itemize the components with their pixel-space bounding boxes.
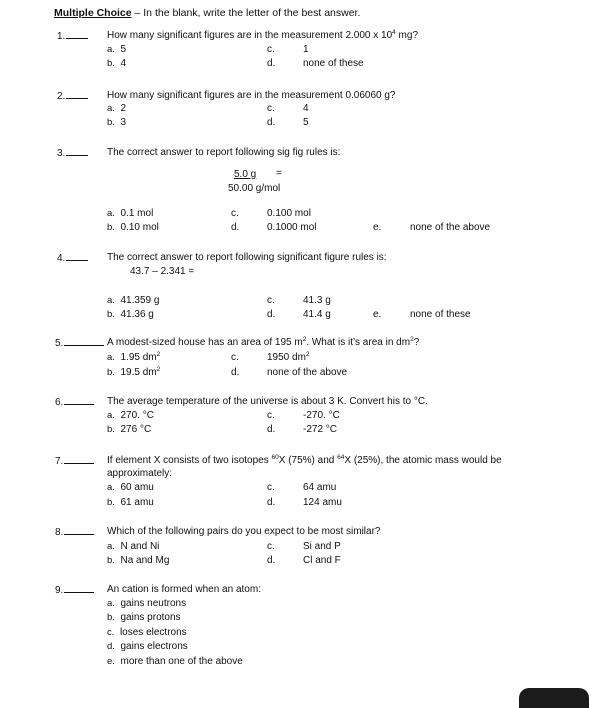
option-a: a. gains neutrons bbox=[107, 598, 187, 609]
corner-tab bbox=[519, 688, 589, 708]
question-number: 6. bbox=[55, 395, 94, 408]
option-d-label: d. bbox=[231, 222, 240, 233]
question-stem: An cation is formed when an atom: bbox=[107, 584, 261, 595]
answer-blank[interactable] bbox=[64, 525, 94, 535]
option-d: none of the above bbox=[267, 367, 348, 378]
option-c: -270. °C bbox=[303, 410, 340, 421]
instructions-header bbox=[54, 7, 360, 19]
answer-blank[interactable] bbox=[66, 89, 88, 99]
option-b: b. 41.36 g bbox=[107, 309, 154, 320]
option-c-label: c. bbox=[231, 352, 239, 363]
instructions-text: – In the blank, write the letter of the best answer. bbox=[131, 7, 361, 19]
question-stem: The correct answer to report following significant figure rules is: bbox=[107, 252, 387, 263]
option-c: 1950 $dm^2$ bbox=[267, 351, 310, 363]
question-number: 4. bbox=[57, 251, 88, 264]
answer-blank[interactable] bbox=[66, 251, 88, 261]
option-d: 5 bbox=[303, 117, 309, 128]
option-d-label: d. bbox=[231, 367, 240, 378]
question-stem: How many significant figures are in the measurement 2.000 x $10^4$ mg? bbox=[107, 29, 419, 41]
answer-blank[interactable] bbox=[64, 583, 94, 593]
option-e-label: e. bbox=[373, 309, 382, 320]
question-stem: If element X consists of two isotopes $^{60}$X (75%) and $^{64}$X (25%), the atomic mass would be bbox=[107, 454, 502, 466]
option-d-label: d. bbox=[267, 497, 276, 508]
option-c: 41.3 g bbox=[303, 295, 331, 306]
fraction-denominator: 50.00 g/mol bbox=[228, 183, 281, 194]
option-c: 1 bbox=[303, 44, 309, 55]
option-e: none of these bbox=[410, 309, 471, 320]
option-d: 124 amu bbox=[303, 497, 342, 508]
question-stem: Which of the following pairs do you expect to be most similar? bbox=[107, 526, 381, 537]
option-c: 4 bbox=[303, 103, 309, 114]
option-a: a. N and Ni bbox=[107, 541, 160, 552]
question-stem: The correct answer to report following sig fig rules is: bbox=[107, 147, 341, 158]
option-d: d. gains electrons bbox=[107, 641, 188, 652]
option-c: 64 amu bbox=[303, 482, 337, 493]
option-c: Si and P bbox=[303, 541, 341, 552]
question-stem: A modest-sized house has an area of 195 $m^2$. What is it’s area in $dm^2$? bbox=[107, 336, 420, 348]
option-e: none of the above bbox=[410, 222, 491, 233]
option-d: none of these bbox=[303, 58, 364, 69]
option-d-label: d. bbox=[267, 555, 276, 566]
option-b: b. gains protons bbox=[107, 612, 181, 623]
fraction-equals: = bbox=[276, 168, 282, 179]
question-stem-continued: approximately: bbox=[107, 468, 173, 479]
option-b: b. 4 bbox=[107, 58, 127, 69]
option-b: b. 61 amu bbox=[107, 497, 154, 508]
question-number: 1. bbox=[57, 29, 88, 42]
answer-blank[interactable] bbox=[64, 336, 104, 346]
option-d-label: d. bbox=[267, 424, 276, 435]
option-a: a. 41.359 g bbox=[107, 295, 160, 306]
question-number: 8. bbox=[55, 525, 94, 538]
option-a: a. 2 bbox=[107, 103, 127, 114]
answer-blank[interactable] bbox=[64, 395, 94, 405]
option-c-label: c. bbox=[267, 410, 275, 421]
option-c-label: c. bbox=[267, 103, 275, 114]
question-number: 5. bbox=[55, 336, 104, 349]
answer-blank[interactable] bbox=[64, 454, 94, 464]
option-b: b. 0.10 mol bbox=[107, 222, 159, 233]
option-d-label: d. bbox=[267, 117, 276, 128]
option-a: a. 1.95 $dm^2$ bbox=[107, 351, 161, 363]
option-d: 0.1000 mol bbox=[267, 222, 317, 233]
question-number: 7. bbox=[55, 454, 94, 467]
option-a: a. 0.1 mol bbox=[107, 208, 154, 219]
option-a: a. 60 amu bbox=[107, 482, 154, 493]
option-c: c. loses electrons bbox=[107, 627, 187, 638]
option-c: 0.100 mol bbox=[267, 208, 311, 219]
fraction-numerator: 5.0 g bbox=[234, 169, 257, 180]
option-e: e. more than one of the above bbox=[107, 656, 243, 667]
answer-blank[interactable] bbox=[66, 29, 88, 39]
option-c-label: c. bbox=[267, 541, 275, 552]
option-d-label: d. bbox=[267, 309, 276, 320]
option-e-label: e. bbox=[373, 222, 382, 233]
answer-blank[interactable] bbox=[66, 146, 88, 156]
question-number: 2. bbox=[57, 89, 88, 102]
option-b: b. Na and Mg bbox=[107, 555, 170, 566]
subtraction-expression: 43.7 – 2.341 = bbox=[130, 266, 195, 277]
option-d: -272 °C bbox=[303, 424, 338, 435]
question-stem: How many significant figures are in the measurement 0.06060 g? bbox=[107, 90, 396, 101]
section-title: Multiple Choice bbox=[54, 7, 132, 19]
option-a: a. 270. °C bbox=[107, 410, 154, 421]
question-number: 3. bbox=[57, 146, 88, 159]
option-c-label: c. bbox=[267, 44, 275, 55]
option-a: a. 5 bbox=[107, 44, 127, 55]
option-c-label: c. bbox=[267, 295, 275, 306]
option-d: Cl and F bbox=[303, 555, 341, 566]
question-stem: The average temperature of the universe is about 3 K. Convert his to °C. bbox=[107, 396, 428, 407]
option-b: b. 19.5 $dm^2$ bbox=[107, 366, 161, 378]
option-b: b. 3 bbox=[107, 117, 127, 128]
option-d-label: d. bbox=[267, 58, 276, 69]
option-c-label: c. bbox=[231, 208, 239, 219]
option-c-label: c. bbox=[267, 482, 275, 493]
question-number: 9. bbox=[55, 583, 94, 596]
option-d: 41.4 g bbox=[303, 309, 331, 320]
option-b: b. 276 °C bbox=[107, 424, 152, 435]
